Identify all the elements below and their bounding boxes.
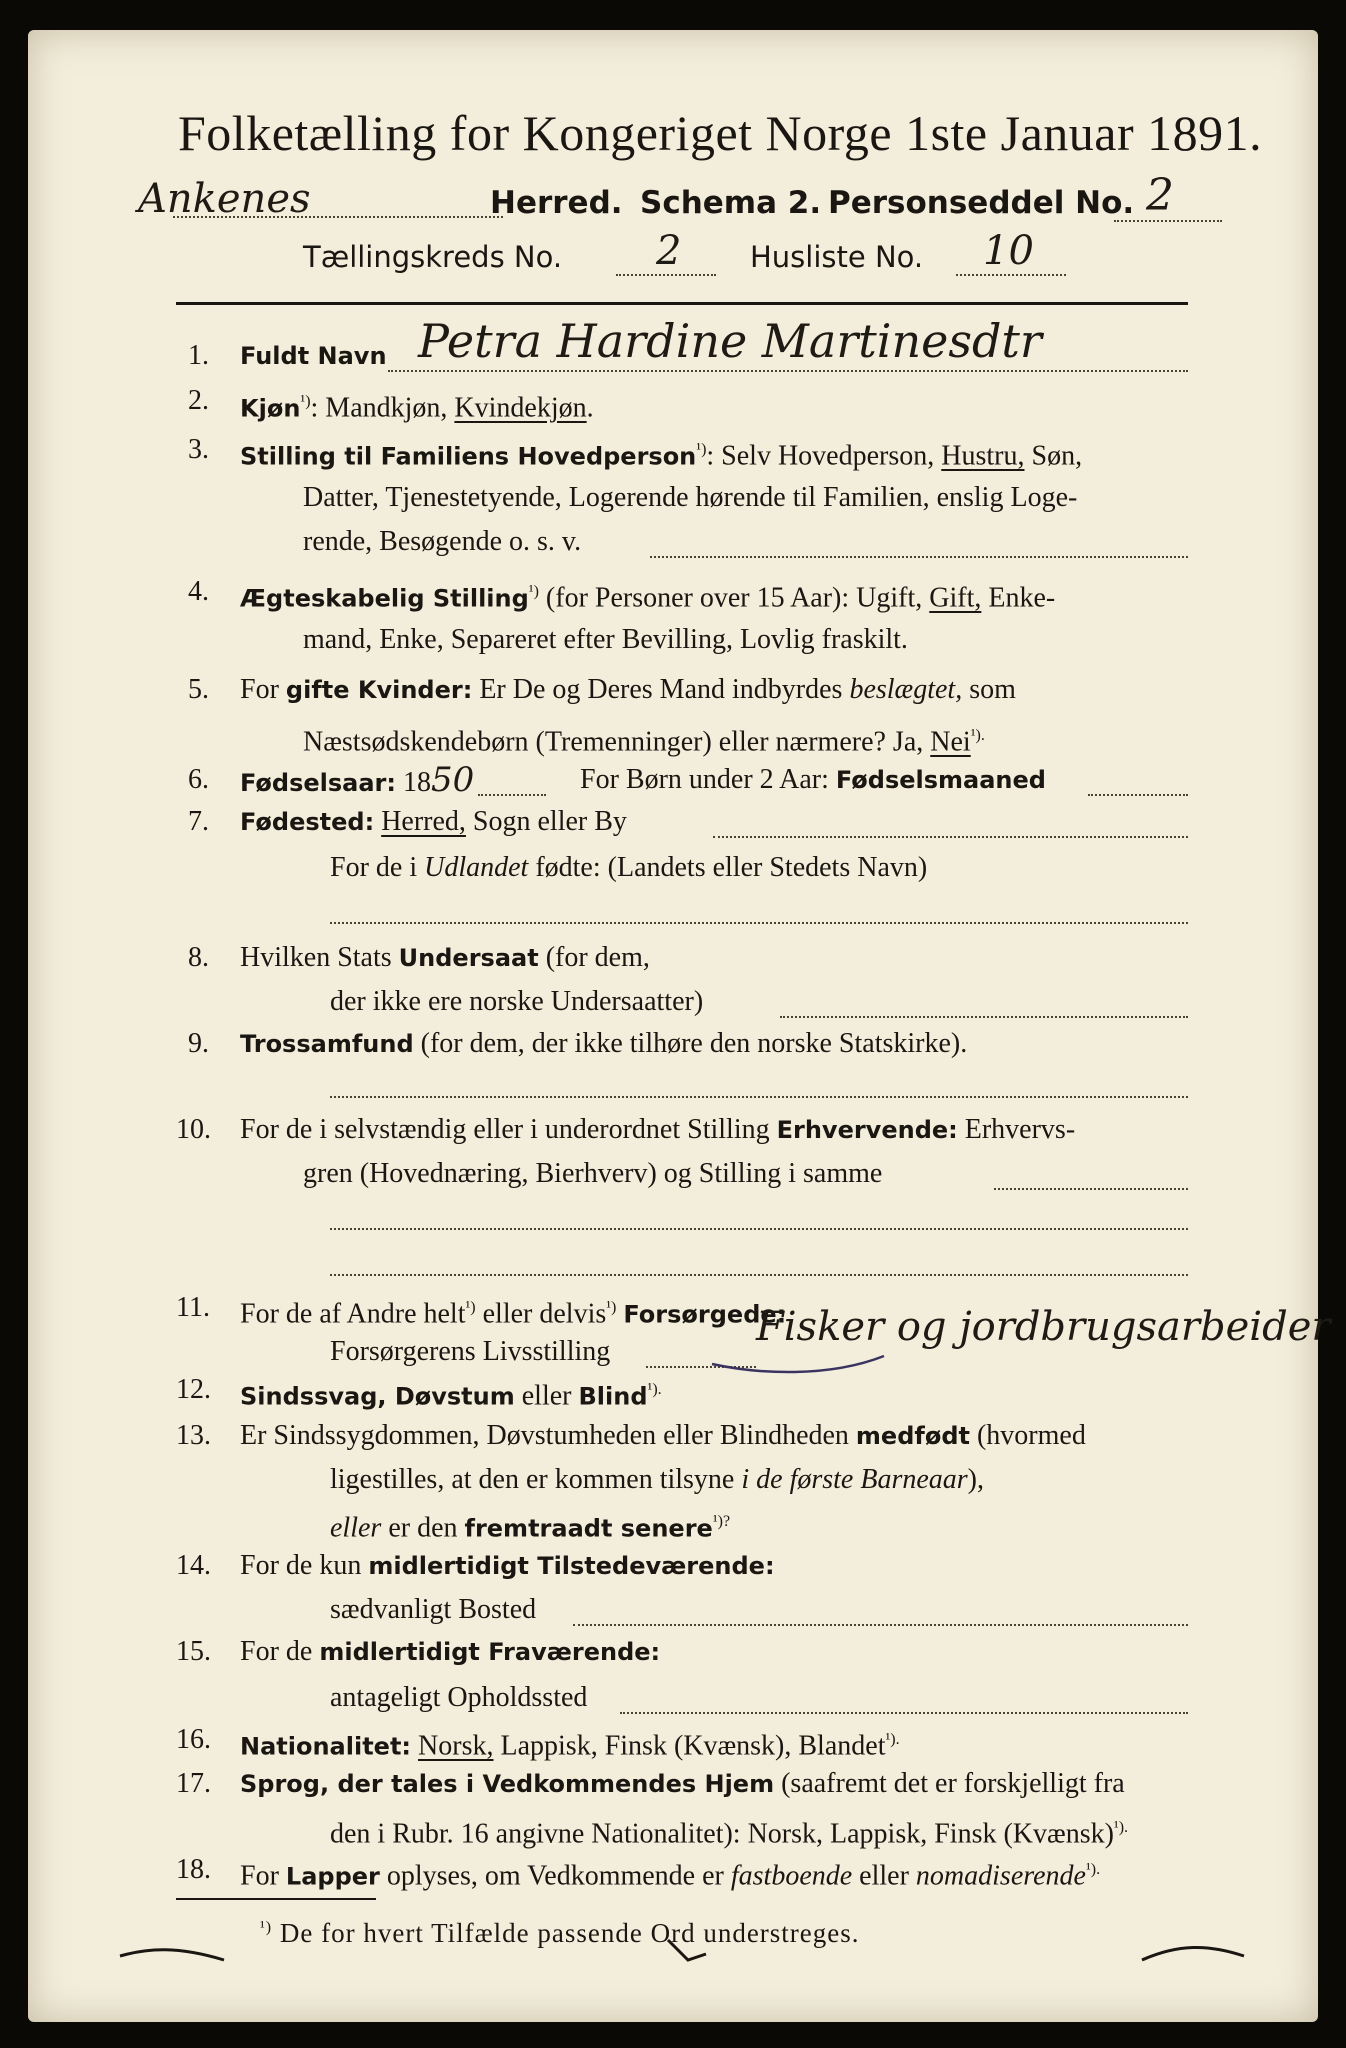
q17-line2-row [330,1808,1128,1854]
q13-line3-em: eller [330,1512,382,1544]
q4-label: Ægteskabelig Stilling [240,584,529,613]
q13-text-b: (hvormed [969,1420,1086,1451]
q5-line2-row [303,716,985,762]
q3-number: 3. [188,434,209,465]
taellingskreds-value: 2 [656,228,682,274]
q8-text-b: (for dem, [538,942,650,973]
q10-row [240,1110,1075,1150]
q7-line2-row [330,848,927,888]
q17-label: Sprog, der tales i Vedkommendes Hjem [240,1770,775,1798]
q3-line2: Datter, Tjenestetyende, Logerende hørende til Familien, enslig Loge- [303,482,1078,513]
footnote [260,1908,860,1953]
q8-line2: der ikke ere norske Undersaatter) [330,986,704,1017]
q6-label: Fødselsaar: [240,769,396,797]
q5-text-a: For [240,674,286,705]
q11-text-b: eller delvis [475,1298,607,1330]
q17-line2: den i Rubr. 16 angivne Nationalitet): Norsk, Lappisk, Finsk (Kvænsk) [330,1818,1114,1850]
q10-text-a: For de i selvstændig eller i underordnet Stilling [240,1114,777,1145]
q17-sup: ¹). [1113,1819,1129,1836]
q7-number: 7. [188,806,209,837]
q13-line3-sup: ¹)? [712,1513,731,1530]
q3-dotted-line [650,556,1188,558]
q18-label: Lapper [285,1862,380,1891]
q10-label: Erhvervende: [776,1116,958,1144]
q13-label: medfødt [855,1422,970,1450]
q6-number: 6. [188,764,209,795]
taellingskreds-label: Tællingskreds No. [303,240,563,274]
q15-label: midlertidigt Fraværende: [319,1638,661,1666]
q12-number: 12. [176,1374,211,1405]
q16-selected-option: Norsk, [418,1730,494,1762]
q9-number: 9. [188,1028,209,1059]
q18-row [240,1850,1100,1896]
q2-text-a: : Mandkjøn, [310,392,455,424]
q5-row [240,670,1016,710]
q7-line2-a: For de i [330,852,425,883]
q10-dotted-line-1 [994,1188,1188,1190]
q14-number: 14. [176,1550,211,1581]
q2-number: 2. [188,385,209,416]
q13-line3-a: er den [381,1512,465,1544]
q17-text-a: (saafremt det er forskjelligt fra [774,1768,1125,1799]
q12-row [240,1370,662,1416]
q12-text-a: eller [514,1380,579,1412]
q5-em: beslægtet, [849,674,963,705]
q6-birth-year-value: 50 [431,760,475,800]
q13-text-a: Er Sindssygdommen, Døvstumheden eller Blindheden [240,1420,856,1451]
q10-dotted-line-2 [330,1228,1188,1230]
center-pen-mark [658,1930,718,1970]
personseddel-label: Personseddel No. [828,185,1135,221]
husliste-label: Husliste No. [750,240,924,274]
q7-dotted-line [713,836,1188,838]
q10-line2: gren (Hovednæring, Bierhverv) og Stilling i samme [303,1158,883,1189]
footnote-text: De for hvert Tilfælde passende Ord understreges. [272,1918,860,1948]
q15-text-a: For de [240,1636,320,1667]
q2-sup: ¹) [300,393,311,410]
q9-label: Trossamfund [240,1030,414,1058]
q4-sup: ¹) [528,583,539,600]
q13-line2-em: i de første Barneaar [741,1464,968,1495]
q11-sup1: ¹) [465,1299,476,1316]
q1-dotted-line [388,370,1188,372]
personseddel-value: 2 [1146,170,1174,221]
q11-text-a: For de af Andre helt [240,1298,466,1330]
q14-dotted-line [573,1624,1188,1626]
q18-text-c: eller [852,1860,916,1892]
q3-sup: ¹) [696,441,707,458]
taellingskreds-dotted-line [616,274,716,276]
q8-number: 8. [188,942,209,973]
form-title: Folketælling for Kongeriget Norge 1ste Januar 1891. [178,105,1263,161]
q7-selected-option: Herred, [381,806,466,837]
herred-value: Ankenes [138,176,311,222]
q7-row [240,802,627,842]
q11-row [240,1288,786,1334]
q5-selected-option: Nei [930,726,971,758]
q18-number: 18. [176,1854,211,1885]
q13-line2-b: ), [967,1464,984,1495]
husliste-dotted-line [956,274,1066,276]
q7-line2-b: fødte: (Landets eller Stedets Navn) [528,852,928,883]
footnote-sup: ¹) [260,1919,273,1936]
q11-label: Forsørgede: [623,1300,787,1329]
q4-row [240,572,1055,618]
q5-number: 5. [188,674,209,705]
q15-number: 15. [176,1636,211,1667]
q18-sup: ¹). [1085,1861,1101,1878]
q1-full-name-value: Petra Hardine Martinesdtr [418,314,1042,368]
q12-label: Sindssvag, Døvstum [240,1382,515,1411]
q13-line2-a: ligestilles, at den er kommen tilsyne [330,1464,742,1495]
q3-selected-option: Hustru, [941,440,1025,472]
q3-row [240,430,1082,476]
q5-text-c: som [962,674,1016,705]
q12-label2: Blind [578,1382,648,1411]
q4-text-a: (for Personer over 15 Aar): Ugift, [538,582,930,614]
q14-label: midlertidigt Tilstedeværende: [368,1552,775,1580]
q6-label2: Fødselsmaaned [835,766,1046,794]
q2-row [240,382,594,428]
q2-text-b: . [586,392,594,424]
q8-text-a: Hvilken Stats [240,942,399,973]
q6-row-b [580,760,1046,800]
q13-row [240,1416,1086,1456]
q14-text-a: For de kun [240,1550,369,1581]
q5-label: gifte Kvinder: [285,676,473,704]
q18-em2: nomadiserende [915,1860,1086,1892]
q13-line3-row [330,1502,730,1548]
q6-year-dotted-line [478,794,546,796]
q3-text-a: : Selv Hovedperson, [706,440,942,472]
q1-number: 1. [188,340,209,371]
q15-line2: antageligt Opholdssted [330,1682,588,1713]
q17-number: 17. [176,1768,211,1799]
q16-number: 16. [176,1724,211,1755]
q16-row [240,1720,900,1766]
q2-selected-option: Kvindekjøn [454,392,587,424]
q18-text-a: For [240,1860,286,1892]
q15-row [240,1632,660,1672]
q4-selected-option: Gift, [929,582,982,614]
q4-line2: mand, Enke, Separeret efter Bevilling, Lovlig fraskilt. [303,624,908,655]
q6-month-dotted-line [1088,794,1188,796]
herred-dotted-line [173,216,503,218]
q1-label: Fuldt Navn [240,342,387,370]
q11-sup2: ¹) [606,1299,617,1316]
q4-number: 4. [188,576,209,607]
q5-line2: Næstsødskendebørn (Tremenninger) eller nærmere? Ja, [303,726,931,758]
schema-label: Schema 2. [640,185,822,221]
q14-line2: sædvanligt Bosted [330,1594,537,1625]
herred-label: Herred. [490,185,623,221]
q11-line2: Forsørgerens Livsstilling [330,1336,611,1367]
q16-text-a: Lappisk, Finsk (Kvænsk), Blandet [493,1730,886,1762]
q10-dotted-line-3 [330,1274,1188,1276]
q4-text-b: Enke- [981,582,1056,614]
q9-dotted-line [330,1096,1188,1098]
q13-line2-row [330,1460,984,1500]
q9-text-a: (for dem, der ikke tilhøre den norske Statskirke). [413,1028,968,1059]
q7-abroad-dotted-line [330,922,1188,924]
q11-number: 11. [176,1292,210,1323]
q5-sup: ¹). [970,727,985,744]
q8-dotted-line [780,1016,1188,1018]
q8-row [240,938,650,978]
census-form-sheet [28,30,1331,2022]
q6-text-a: For Børn under 2 Aar: [580,764,836,795]
q18-em1: fastboende [730,1860,853,1892]
q11-underline-stroke [708,1348,888,1376]
q9-row [240,1024,967,1064]
q3-line3: rende, Besøgende o. s. v. [303,526,582,557]
q16-sup: ¹). [885,1731,900,1748]
q18-text-b: oplyses, om Vedkommende er [379,1860,731,1892]
right-pen-mark [1138,1936,1248,1966]
q7-text-a: Sogn eller By [465,806,627,837]
q5-text-b: Er De og Deres Mand indbyrdes [472,674,850,705]
q7-label: Fødested: [240,808,375,836]
q13-number: 13. [176,1420,211,1451]
footnote-rule [176,1898,376,1900]
q17-row [240,1764,1125,1804]
q10-text-b: Erhvervs- [957,1114,1076,1145]
q7-line2-em: Udlandet [424,852,529,883]
q3-label: Stilling til Familiens Hovedperson [240,442,697,471]
husliste-value: 10 [983,228,1034,274]
q2-label: Kjøn [240,394,301,423]
q11-provider-occupation-value: Fisker og jordbrugsarbeider [756,1304,1331,1350]
left-pen-mark [118,1938,228,1968]
q6-row [240,760,474,803]
q14-row [240,1546,775,1586]
q8-label: Undersaat [398,944,539,972]
q6-prefix: 18 [403,767,431,798]
q12-sup: ¹). [647,1381,662,1398]
q13-line3-label: fremtraadt senere [464,1514,713,1543]
q16-label: Nationalitet: [240,1732,412,1761]
header-rule [176,302,1188,305]
q10-number: 10. [176,1114,211,1145]
q15-dotted-line [620,1712,1188,1714]
q3-text-b: Søn, [1024,440,1083,472]
